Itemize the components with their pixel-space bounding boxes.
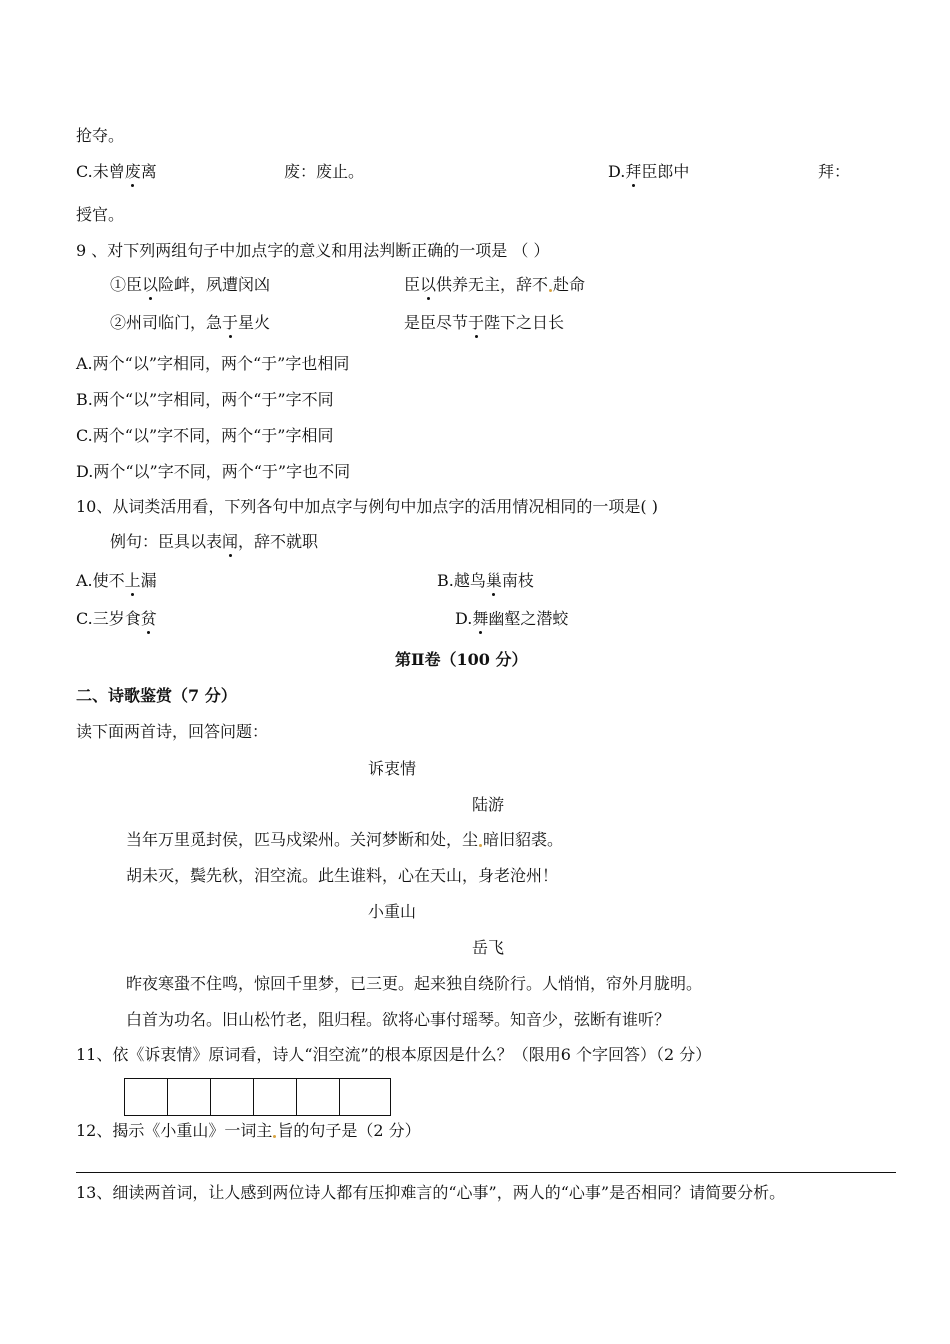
q10-option-b[interactable] [437,571,534,591]
dotted-char: 于 [468,313,485,332]
poem2-title: 小重山 [368,902,417,921]
q8-c-gloss: 废：废止。 [284,162,365,181]
text-segment: D. [455,609,473,628]
q9-option-d[interactable]: D.两个“以”字不同，两个“于”字也不同 [76,462,351,481]
q8-option-d[interactable] [608,162,689,182]
q9-sentence-1b [404,275,585,295]
dotted-char: 闻 [222,532,239,551]
answer-grid[interactable] [124,1078,391,1116]
continued-text: 抢夺。 [76,126,125,145]
q8-c-rest: 离 [140,162,157,181]
q8-d-rest: 臣郎中 [641,162,690,181]
q10-option-a[interactable] [76,571,157,591]
section-heading: 二、诗歌鉴赏（7 分） [76,686,237,705]
text-segment: 旨的句子是（2 分） [277,1121,421,1140]
orange-dot-mark [273,1135,276,1138]
q9-sentence-2b [404,313,564,333]
q9-option-c[interactable]: C.两个“以”字不同，两个“于”字相同 [76,426,334,445]
q10-example [110,532,318,552]
dotted-char: 巢 [485,571,502,590]
text-segment: 臣 [404,275,421,294]
part2-title: 第Ⅱ卷（100 分） [395,650,528,669]
q8-option-c[interactable] [76,162,157,182]
text-segment: 陛下之日长 [484,313,565,332]
dotted-char: 舞 [472,609,489,628]
text-segment: C.三岁食 [76,609,141,628]
dotted-char: 贫 [140,609,157,628]
text-segment: 供养无主，辞不 [436,275,549,294]
text-segment: 是臣尽节 [404,313,469,332]
answer-line[interactable] [76,1172,896,1173]
poem1-author: 陆游 [472,795,505,814]
dotted-char: 上 [124,571,141,590]
poem1-line2: 胡未灭，鬓先秋，泪空流。此生谁料，心在天山，身老沧州！ [126,866,559,885]
q10-option-c[interactable] [76,609,157,629]
q8-d-gloss-cont: 授官。 [76,205,125,224]
q8-d-dotted-char: 拜 [625,162,642,181]
orange-dot-mark [479,844,482,847]
poem2-line1: 昨夜寒蛩不住鸣，惊回千里梦，已三更。起来独自绕阶行。人悄悄，帘外月胧明。 [126,974,703,993]
text-segment: ②州司临门，急 [110,313,223,332]
q9-sentence-2a [110,313,270,333]
text-segment: A.使不 [76,571,125,590]
answer-cell[interactable] [168,1079,211,1115]
text-segment: ，辞不就职 [238,532,319,551]
q10-option-d[interactable] [455,609,568,629]
text-segment: 当年万里觅封侯，匹马戍梁州。关河梦断和处，尘 [126,830,479,849]
text-segment: ①臣 [110,275,143,294]
text-segment: 漏 [140,571,157,590]
q9-sentence-1a [110,275,270,295]
q9-option-a[interactable]: A.两个“以”字相同，两个“于”字也相同 [76,354,350,373]
dotted-char: 以 [420,275,437,294]
q13-stem: 13、细读两首词，让人感到两位诗人都有压抑难言的“心事”，两人的“心事”是否相同？请简要分析。 [76,1183,786,1202]
q8-c-label: C.未曾 [76,162,125,181]
dotted-char: 以 [142,275,159,294]
q8-d-gloss: 拜： [818,162,851,181]
text-segment: 暗旧貂裘。 [483,830,564,849]
text-segment: 幽壑之潜蛟 [488,609,569,628]
dotted-char: 于 [222,313,239,332]
answer-cell[interactable] [254,1079,297,1115]
poem2-line2: 白首为功名。旧山松竹老，阻归程。欲将心事付瑶琴。知音少，弦断有谁听？ [126,1010,671,1029]
answer-cell[interactable] [211,1079,254,1115]
q9-stem: 9 、对下列两组句子中加点字的意义和用法判断正确的一项是 （ ） [76,241,550,260]
answer-cell[interactable] [125,1079,168,1115]
answer-cell[interactable] [297,1079,340,1115]
poem2-author: 岳飞 [472,938,505,957]
q9-option-b[interactable]: B.两个“以”字相同，两个“于”字不同 [76,390,334,409]
text-segment: 12、揭示《小重山》一词主 [76,1121,273,1140]
q11-stem: 11、依《诉衷情》原词看，诗人“泪空流”的根本原因是什么？（限用6 个字回答）（2 分） [76,1045,712,1064]
q8-d-label: D. [608,162,626,181]
q8-c-dotted-char: 废 [124,162,141,181]
text-segment: 险衅，夙遭闵凶 [158,275,271,294]
text-segment: 南枝 [501,571,534,590]
answer-cell[interactable] [340,1079,390,1115]
text-segment: 星火 [238,313,271,332]
q10-stem: 10、从词类活用看，下列各句中加点字与例句中加点字的活用情况相同的一项是( ) [76,497,658,516]
poem1-line1 [126,830,563,850]
q12-stem [76,1121,421,1141]
poem1-title: 诉衷情 [368,759,417,778]
section-intro: 读下面两首诗，回答问题： [76,722,269,741]
text-segment: 赴命 [553,275,586,294]
text-segment: 例句：臣具以表 [110,532,223,551]
text-segment: B.越鸟 [437,571,486,590]
orange-dot-mark [549,289,552,292]
